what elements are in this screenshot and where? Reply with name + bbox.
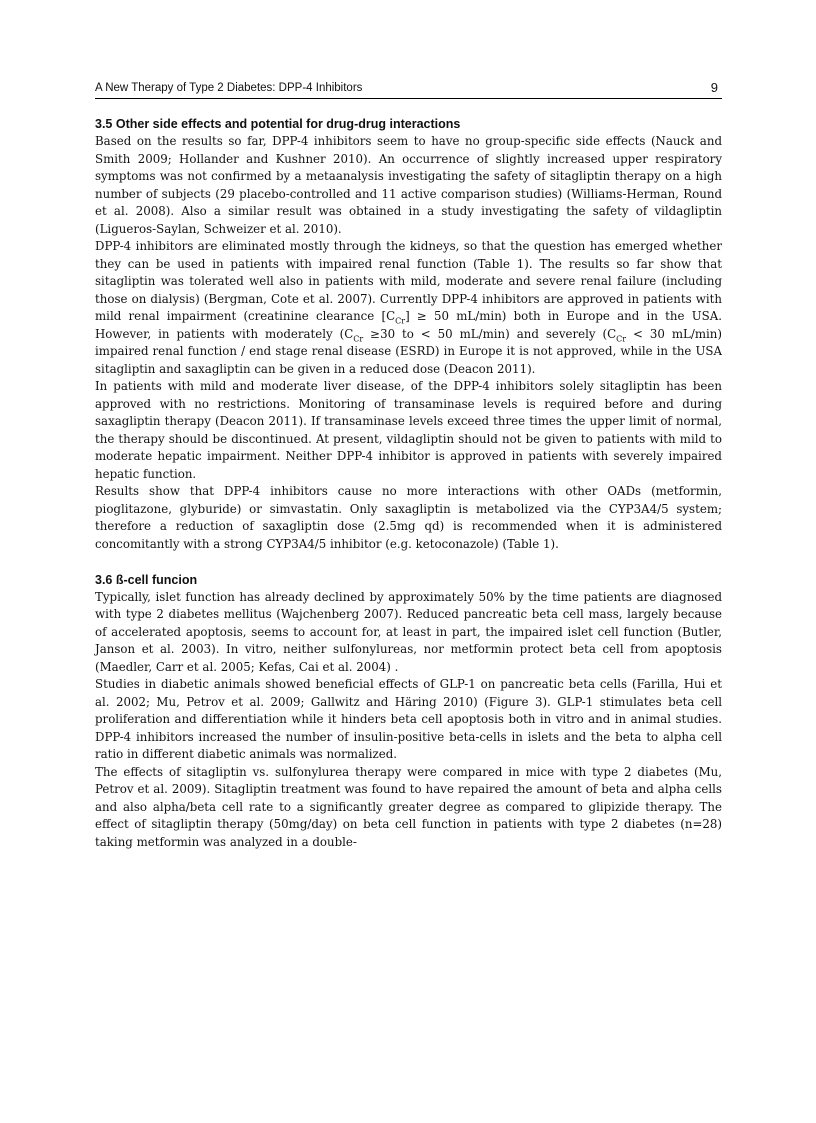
paragraph: The effects of sitagliptin vs. sulfonylurea therapy were compared in mice with type 2 diabetes (Mu, Petrov et al. 2009). Sitagliptin treatment was found to have repaired the amount of beta and alpha cells and also alpha/beta cell rate to a significantly greater degree as compared to glipizide therapy. The effect of sitagliptin therapy (50mg/day) on beta cell function in patients with type 2 diabetes (n=28) taking metformin was analyzed in a double- [95,764,722,849]
paragraph: Based on the results so far, DPP-4 inhibitors seem to have no group-specific side effects (Nauck and Smith 2009; Hollander and Kushner 2010). An occurrence of slightly increased upper respiratory symptoms was not confirmed by a metaanalysis investigating the safety of sitagliptin therapy on a high number of subjects (29 placebo-controlled and 11 active comparison studies) (Williams-Herman, Round et al. 2008). Also a similar result was obtained in a study investigating the safety of vildagliptin (Ligueros-Saylan, Schweizer et al. 2010). [95,134,722,236]
page-number: 9 [710,80,718,95]
paragraph: Typically, islet function has already declined by approximately 50% by the time patients are diagnosed with type 2 diabetes mellitus (Wajchenberg 2007). Reduced pancreatic beta cell mass, largely because of accelerated apoptosis, seems to account for, at least in part, the impaired islet cell function (Butler, Janson et al. 2003). In vitro, neither sulfonylureas, nor metformin protect beta cell from apoptosis (Maedler, Carr et al. 2005; Kefas, Cai et al. 2004) . [95,589,722,674]
section-heading-3-6: 3.6 ß-cell funcion [95,572,198,587]
section-gap [95,553,722,571]
paragraph: In patients with mild and moderate liver disease, of the DPP-4 inhibitors solely sitagliptin has been approved with no restrictions. Monitoring of transaminase levels is required before and during saxagliptin therapy (Deacon 2011). If transaminase levels exceed three times the upper limit of normal, the therapy should be discontinued. At present, vildagliptin should not be given to patients with mild to moderate hepatic impairment. Neither DPP-4 inhibitor is approved in patients with severely impaired hepatic function. [95,379,722,481]
paragraph-renal: DPP-4 inhibitors are eliminated mostly through the kidneys, so that the question has emerged whether they can be used in patients with impaired renal function (Table 1). The results so far show that sitagliptin was tolerated well also in patients with mild, moderate and severe renal failure (including those on dialysis) (Bergman, Cote et al. 2007). Currently DPP-4 inhibitors are approved in patients with mild renal impairment (creatinine clearance $[C_{Cr}] \ge 50$ mL/min) both in Europe and in the USA. However, in patients with moderately ($C_{Cr} \ge 30$ to < 50 mL/min) and severely ($C_{Cr} < 30$ mL/min) impaired renal function / end stage renal disease (ESRD) in Europe it is not approved, while in the USA sitagliptin and saxagliptin can be given in a reduced dose (Deacon 2011). [95,239,722,376]
paragraph: Studies in diabetic animals showed beneficial effects of GLP-1 on pancreatic beta cells (Farilla, Hui et al. 2002; Mu, Petrov et al. 2009; Gallwitz and Häring 2010) (Figure 3). GLP-1 stimulates beta cell proliferation and differentiation while it hinders beta cell apoptosis both in vitro and in animal studies. DPP-4 inhibitors increased the number of insulin-positive beta-cells in islets and the beta to alpha cell ratio in different diabetic animals was normalized. [95,677,722,761]
running-title: A New Therapy of Type 2 Diabetes: DPP-4 Inhibitors [95,82,363,94]
section-heading-3-5: 3.5 Other side effects and potential for drug-drug interactions [95,117,461,131]
paragraph: Results show that DPP-4 inhibitors cause no more interactions with other OADs (metformin, pioglitazone, glyburide) or simvastatin. Only saxagliptin is metabolized via the CYP3A4/5 system; therefore a reduction of saxagliptin dose (2.5mg qd) is recommended when it is administered concomitantly with a strong CYP3A4/5 inhibitor (e.g. ketoconazole) (Table 1). [95,484,722,551]
running-header [95,80,722,99]
body-content [95,115,722,851]
